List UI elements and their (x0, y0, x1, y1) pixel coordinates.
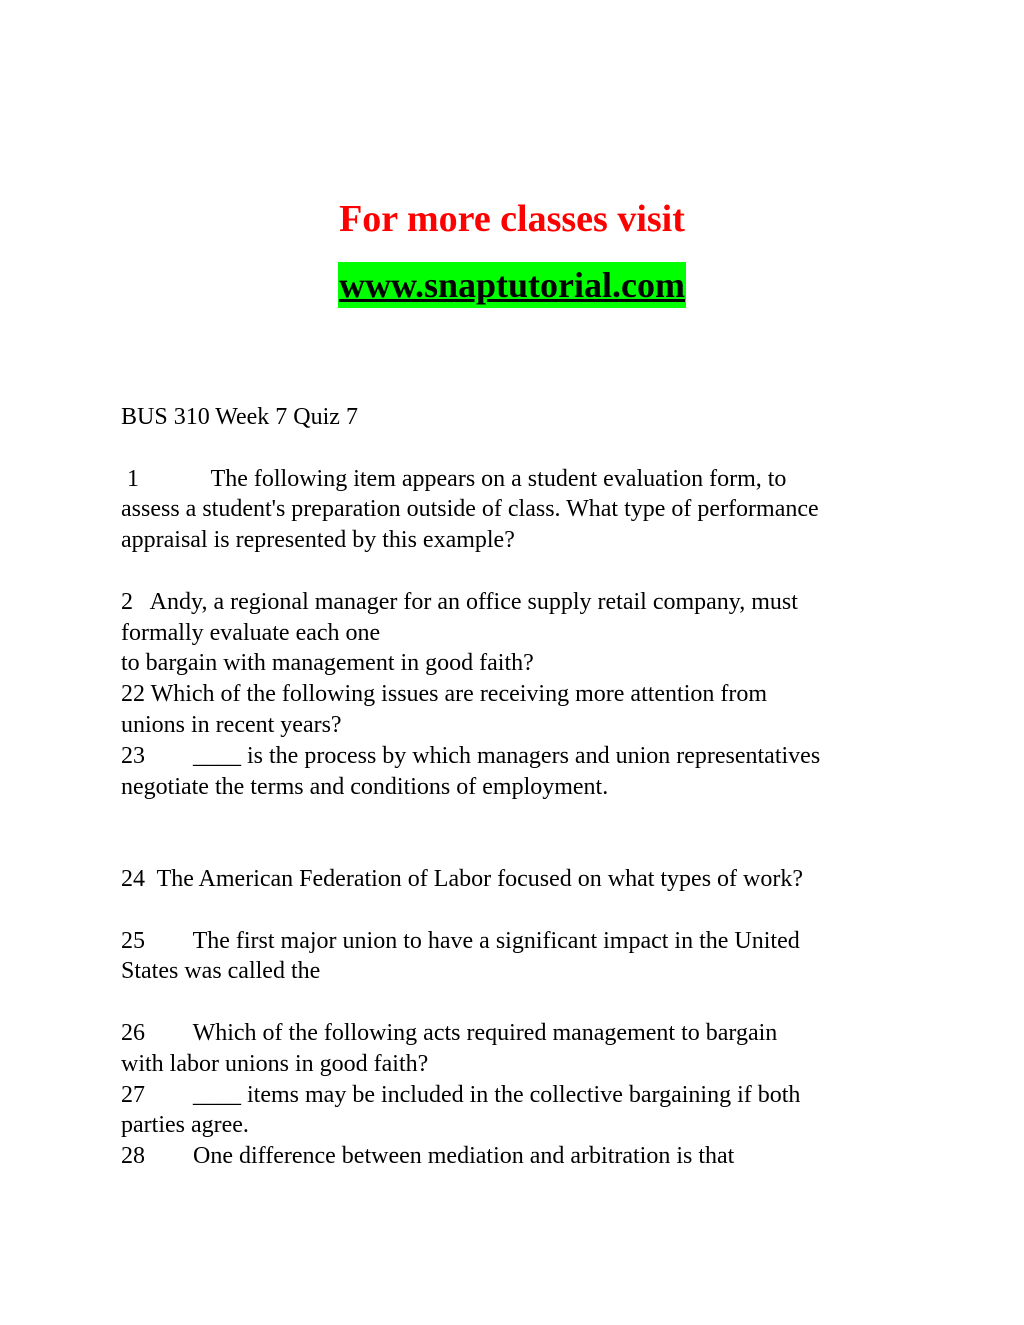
quiz-line: 2 Andy, a regional manager for an office supply retail company, must (121, 588, 798, 615)
quiz-line: 22 Which of the following issues are receiving more attention from (121, 681, 768, 708)
promo-banner (0, 196, 1024, 315)
quiz-line: 25 The first major union to have a significant impact in the United (121, 927, 800, 954)
quiz-line: assess a student's preparation outside of class. What type of performance (121, 496, 819, 523)
promo-link[interactable]: www.snaptutorial.com (338, 262, 686, 308)
quiz-line (121, 833, 921, 864)
quiz-line: 23 ____ is the process by which managers and union representatives (121, 742, 821, 769)
quiz-line: 24 The American Federation of Labor focused on what types of work? (121, 865, 804, 892)
quiz-line: formally evaluate each one (121, 619, 381, 646)
quiz-line: parties agree. (121, 1112, 249, 1139)
quiz-line (121, 802, 921, 833)
quiz-line (121, 987, 921, 1018)
quiz-line: States was called the (121, 958, 321, 985)
quiz-line: appraisal is represented by this example? (121, 527, 515, 554)
quiz-line: 1 The following item appears on a student evaluation form, to (121, 465, 787, 492)
quiz-line: 26 Which of the following acts required management to bargain (121, 1019, 778, 1046)
quiz-text (121, 402, 921, 1172)
quiz-line: 28 One difference between mediation and arbitration is that (121, 1143, 735, 1170)
quiz-line (121, 556, 921, 587)
spacer (121, 433, 921, 464)
quiz-line: 27 ____ items may be included in the collective bargaining if both (121, 1081, 801, 1108)
promo-title: For more classes visit (339, 198, 685, 240)
quiz-line: unions in recent years? (121, 711, 342, 738)
quiz-line: with labor unions in good faith? (121, 1050, 429, 1077)
promo-link-container (0, 262, 1024, 315)
quiz-line: negotiate the terms and conditions of employment. (121, 773, 609, 800)
quiz-line: to bargain with management in good faith? (121, 650, 534, 677)
quiz-line (121, 895, 921, 926)
quiz-heading: BUS 310 Week 7 Quiz 7 (121, 404, 358, 430)
